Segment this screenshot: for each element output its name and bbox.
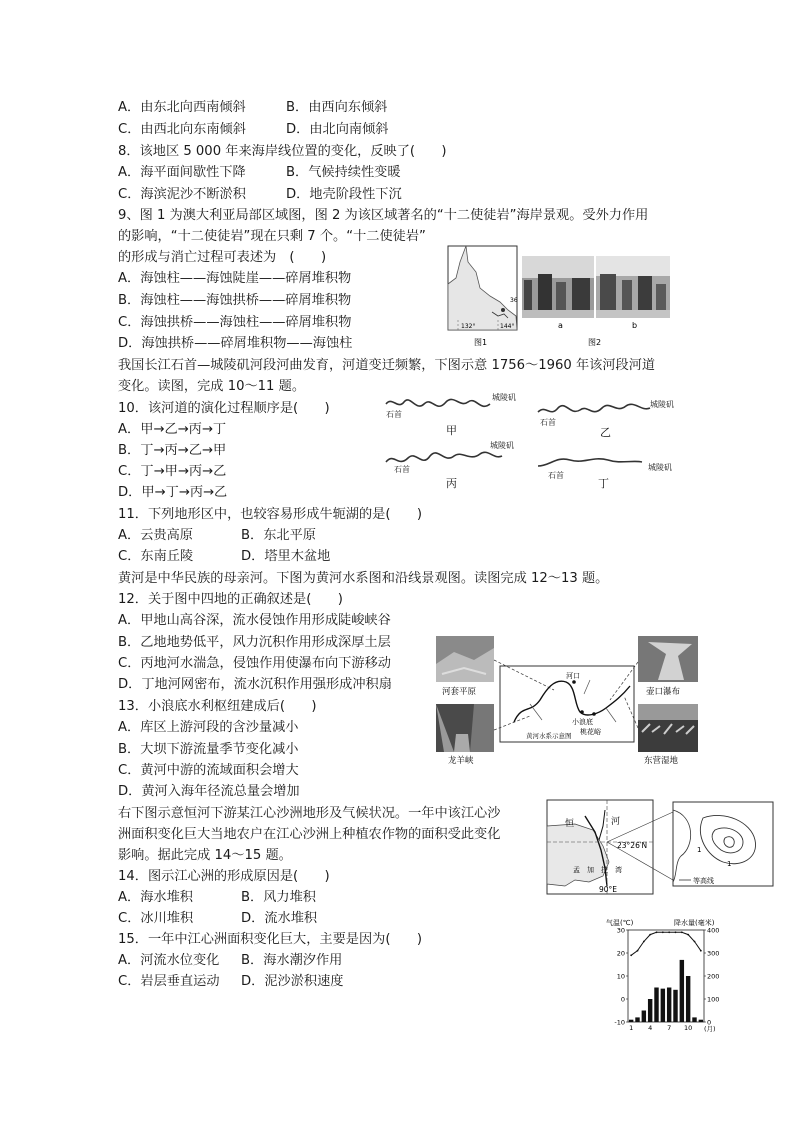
intro12: 黄河是中华民族的母亲河。下图为黄河水系图和沿线景观图。读图完成 12～13 题。 — [118, 571, 609, 586]
x-tick-4: 4 — [648, 1024, 653, 1032]
q14-figure — [545, 796, 775, 898]
q7-option-b[interactable]: B．由西向东倾斜 — [286, 100, 388, 115]
q15-options-row2 — [118, 971, 343, 992]
map-lon2-label: 144° — [500, 323, 515, 330]
map-mark-label: 36 — [510, 297, 518, 304]
bing-chenglingji: 城陵矶 — [490, 441, 514, 450]
q13-option-b[interactable]: B．大坝下游流量季节变化减小 — [118, 742, 299, 757]
q13-option-c[interactable]: C．黄河中游的流域面积会增大 — [118, 763, 299, 778]
q11-option-b[interactable]: B．东北平原 — [241, 528, 316, 543]
q9-option-b[interactable]: B．海蚀柱——海蚀拱桥——碎屑堆积物 — [118, 293, 352, 308]
label-jia: 甲 — [446, 424, 457, 437]
left-tick-20: 20 — [616, 949, 625, 958]
label-bing: 丙 — [446, 477, 457, 490]
xiaolangdi-label: 小浪底 — [572, 718, 593, 726]
intro14-line2: 洲面积变化巨大当地农户在江心沙洲上种植农作物的面积受此变化 — [118, 827, 501, 842]
x-tick-1: 1 — [629, 1024, 634, 1032]
temperature-point-4 — [649, 934, 651, 936]
q12-figure — [434, 634, 700, 770]
hekou-label: 河口 — [566, 672, 580, 680]
q15-option-d[interactable]: D．泥沙淤积速度 — [241, 974, 344, 989]
q14-option-c[interactable]: C．冰川堆积 — [118, 911, 194, 926]
x-tick-7: 7 — [667, 1024, 672, 1032]
photo-hetao — [436, 636, 494, 682]
left-tick-10: 10 — [616, 972, 625, 981]
q9-stem-line2: 的影响，“十二使徒岩”现在只剩 7 个。“十二使徒岩” — [118, 229, 426, 244]
q10-stem: 10．该河道的演化过程顺序是( ) — [118, 401, 330, 416]
precip-bar-10 — [686, 976, 690, 1022]
chart-ylabel-left: 气温(℃) — [606, 919, 634, 927]
photo-hukou — [638, 636, 698, 682]
q15-option-b[interactable]: B．海水潮汐作用 — [241, 953, 343, 968]
ganges-map — [547, 800, 653, 894]
q11-options-row1 — [118, 525, 316, 546]
chart-xlabel: (月) — [704, 1025, 716, 1033]
australia-map — [448, 246, 518, 330]
chart-ylabel-right: 降水量(毫米) — [674, 919, 715, 927]
contour-value-b: 1 — [727, 860, 732, 868]
q9-option-c[interactable]: C．海蚀拱桥——海蚀柱——碎屑堆积物 — [118, 315, 352, 330]
q12-stem: 12．关于图中四地的正确叙述是( ) — [118, 592, 343, 607]
dongying-label: 东营湿地 — [644, 756, 679, 766]
ding-shishou: 石首 — [548, 471, 564, 480]
left-tick--10: -10 — [614, 1018, 625, 1027]
q10-option-a[interactable]: A．甲→乙→丙→丁 — [118, 422, 227, 437]
precip-bar-5 — [654, 988, 658, 1023]
q10-option-b[interactable]: B．丁→丙→乙→甲 — [118, 443, 227, 458]
chart-frame — [628, 930, 704, 1022]
precip-bar-4 — [648, 999, 652, 1022]
q12-option-a[interactable]: A．甲地山高谷深，流水侵蚀作用形成陡峻峡谷 — [118, 613, 391, 628]
q8-option-a[interactable]: A．海平面间歇性下降 — [118, 165, 246, 180]
hukou-label: 壶口瀑布 — [646, 687, 681, 697]
q13-option-a[interactable]: A．库区上游河段的含沙量减小 — [118, 720, 299, 735]
intro14-line1: 右下图示意恒河下游某江心沙洲地形及气候状况。一年中该江心沙 — [118, 806, 501, 821]
precip-bar-12 — [699, 1020, 703, 1022]
temperature-point-11 — [694, 941, 696, 943]
temperature-point-3 — [643, 941, 645, 943]
he-label: 河 — [611, 817, 621, 827]
q8-option-b[interactable]: B．气候持续性变暖 — [286, 165, 401, 180]
temperature-point-10 — [687, 934, 689, 936]
q13-stem: 13．小浪底水利枢纽建成后( ) — [118, 699, 317, 714]
precip-bar-1 — [629, 1020, 633, 1022]
lat-label: 23°26′N — [617, 841, 648, 850]
bay-label: 孟 加 拉 湾 — [573, 866, 622, 874]
temperature-point-12 — [700, 950, 702, 952]
photo-dongying — [638, 704, 698, 752]
right-tick-100: 100 — [707, 995, 720, 1004]
q15-option-a[interactable]: A．河流水位变化 — [118, 953, 220, 968]
temperature-point-6 — [662, 931, 664, 933]
ding-chenglingji: 城陵矶 — [648, 463, 672, 472]
q9-option-a[interactable]: A．海蚀柱——海蚀陡崖——碎屑堆积物 — [118, 271, 352, 286]
q14-option-d[interactable]: D．流水堆积 — [241, 911, 318, 926]
q14-option-a[interactable]: A．海水堆积 — [118, 890, 193, 905]
temperature-point-2 — [637, 950, 639, 952]
climate-chart — [604, 916, 724, 1034]
q7-option-c[interactable]: C．由西北向东南倾斜 — [118, 122, 246, 137]
q11-stem: 11．下列地形区中，也较容易形成牛轭湖的是( ) — [118, 507, 423, 522]
q15-options-row1 — [118, 950, 342, 971]
apostles-photo-b — [596, 256, 670, 318]
longyang-label: 龙羊峡 — [448, 756, 474, 766]
q13-option-d[interactable]: D．黄河入海年径流总量会增加 — [118, 784, 300, 799]
q14-options-row1 — [118, 887, 316, 908]
q7-option-a[interactable]: A．由东北向西南倾斜 — [118, 100, 246, 115]
intro10-line1: 我国长江石首—城陵矶河段河曲发育，河道变迁频繁，下图示意 1756～1960 年该河段河道 — [118, 358, 656, 373]
lon-label: 90°E — [599, 885, 618, 894]
label-yi: 乙 — [600, 426, 611, 439]
q10-option-d[interactable]: D．甲→丁→丙→乙 — [118, 485, 228, 500]
taohuayu-label: 桃花峪 — [580, 728, 601, 736]
precip-bar-2 — [635, 1017, 639, 1022]
q15-option-c[interactable]: C．岩层垂直运动 — [118, 974, 220, 989]
q8-options-row1 — [118, 162, 401, 183]
hetao-label: 河套平原 — [442, 687, 477, 697]
q14-options-row2 — [118, 908, 317, 929]
q11-option-d[interactable]: D．塔里木盆地 — [241, 549, 331, 564]
map-lon1-label: 132° — [461, 323, 476, 330]
temperature-point-8 — [675, 931, 677, 933]
q8-option-d[interactable]: D．地壳阶段性下沉 — [286, 187, 402, 202]
fig1-label: 图1 — [474, 338, 488, 347]
photo-b-label: b — [632, 321, 638, 330]
precip-bar-11 — [692, 1017, 696, 1022]
precip-bar-7 — [667, 988, 671, 1023]
x-tick-10: 10 — [684, 1024, 693, 1032]
q9-option-d[interactable]: D．海蚀拱桥——碎屑堆积物——海蚀柱 — [118, 336, 353, 351]
q8-stem: 8．该地区 5 000 年来海岸线位置的变化，反映了( ) — [118, 144, 447, 159]
yi-shishou: 石首 — [540, 418, 556, 427]
river-ding — [538, 459, 642, 466]
right-tick-300: 300 — [707, 949, 720, 958]
map-title: 黄河水系示意图 — [526, 732, 572, 740]
temperature-line — [631, 932, 701, 955]
precip-bar-8 — [673, 990, 677, 1022]
q12-option-c[interactable]: C．丙地河水湍急，侵蚀作用使瀑布向下游移动 — [118, 656, 391, 671]
river-jia — [386, 399, 490, 406]
contour-value-a: 1 — [697, 846, 702, 854]
precip-bar-6 — [661, 989, 665, 1022]
intro14-line3: 影响。据此完成 14～15 题。 — [118, 848, 292, 863]
q14-stem: 14．图示江心洲的形成原因是( ) — [118, 869, 330, 884]
q9-stem-line1: 9、图 1 为澳大利亚局部区域图，图 2 为该区域著名的“十二使徒岩”海岸景观。受外力作用 — [118, 208, 649, 223]
q9-figure — [446, 244, 672, 350]
precip-bar-3 — [642, 1011, 646, 1023]
q7-option-d[interactable]: D．由北向南倾斜 — [286, 122, 389, 137]
q12-option-b[interactable]: B．乙地地势低平，风力沉积作用形成深厚土层 — [118, 635, 391, 650]
right-tick-200: 200 — [707, 972, 720, 981]
q7-options-row1 — [118, 97, 387, 118]
heng-label: 恒 — [565, 819, 575, 829]
contour-legend: 等高线 — [693, 877, 714, 885]
temperature-point-5 — [656, 931, 658, 933]
yellow-river-map — [500, 666, 634, 742]
temperature-point-7 — [668, 931, 670, 933]
river-bing — [386, 452, 502, 462]
precip-bar-9 — [680, 960, 684, 1022]
left-tick-30: 30 — [616, 926, 625, 935]
intro10-line2: 变化。读图，完成 10～11 题。 — [118, 379, 306, 394]
fig2-label: 图2 — [588, 338, 602, 347]
q7-options-row2 — [118, 119, 388, 140]
q8-options-row2 — [118, 184, 402, 205]
jia-chenglingji: 城陵矶 — [492, 393, 516, 402]
q11-option-c[interactable]: C．东南丘陵 — [118, 549, 194, 564]
yi-chenglingji: 城陵矶 — [650, 400, 674, 409]
q10-figure — [380, 390, 686, 490]
left-tick-0: 0 — [620, 995, 625, 1004]
river-yi — [538, 404, 650, 412]
q11-options-row2 — [118, 546, 330, 567]
q15-stem: 15．一年中江心洲面积变化巨大，主要是因为( ) — [118, 932, 423, 947]
q14-option-b[interactable]: B．风力堆积 — [241, 890, 316, 905]
temperature-point-1 — [630, 954, 632, 956]
right-tick-0: 0 — [707, 1018, 712, 1027]
temperature-point-9 — [681, 931, 683, 933]
photo-a-label: a — [558, 321, 563, 330]
jia-shishou: 石首 — [386, 410, 402, 419]
apostles-photo-a — [522, 256, 594, 318]
q10-option-c[interactable]: C．丁→甲→丙→乙 — [118, 464, 227, 479]
q12-option-d[interactable]: D．丁地河网密布，流水沉积作用强形成冲积扇 — [118, 677, 392, 692]
q8-option-c[interactable]: C．海滨泥沙不断淤积 — [118, 187, 246, 202]
label-ding: 丁 — [598, 477, 609, 490]
island-contour-map — [673, 802, 773, 886]
right-tick-400: 400 — [707, 926, 720, 935]
q11-option-a[interactable]: A．云贵高原 — [118, 528, 193, 543]
photo-longyang — [436, 704, 494, 752]
bing-shishou: 石首 — [394, 465, 410, 474]
q9-stem-line3: 的形成与消亡过程可表述为 ( ) — [118, 250, 327, 265]
